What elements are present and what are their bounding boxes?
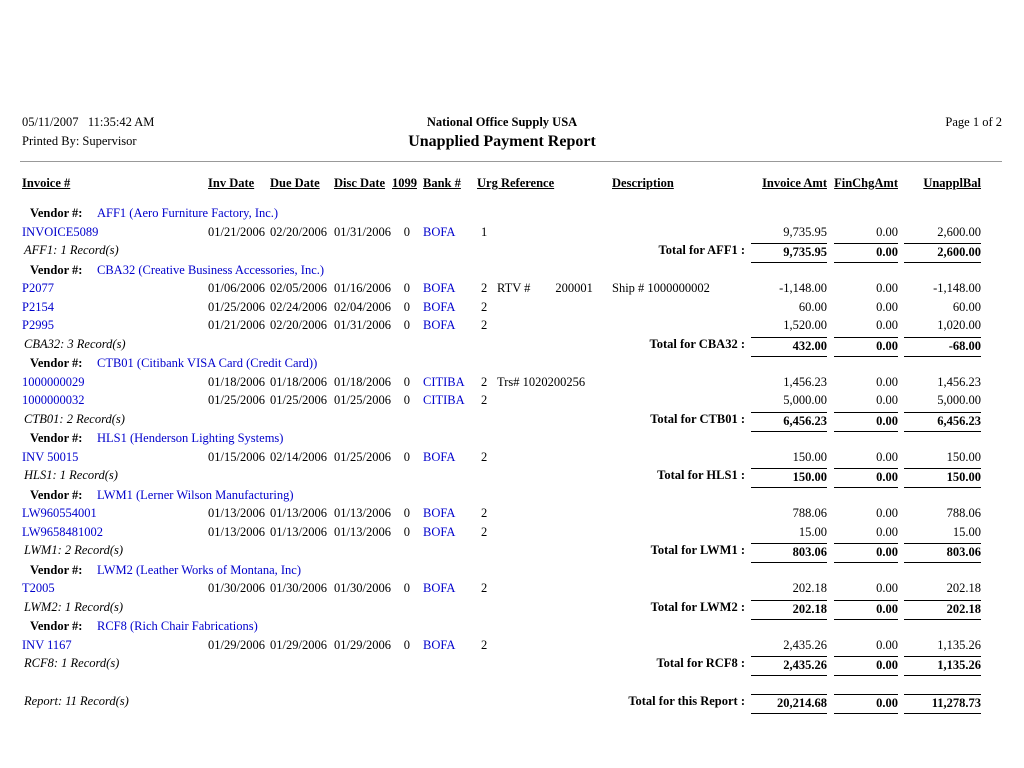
invoice-row: [0, 581, 1024, 600]
group-total-unappl-bal: -68.00: [904, 337, 981, 357]
vendor-total-row: [0, 412, 1024, 431]
vendor-group: [0, 431, 1024, 487]
inv-date-cell: 01/21/2006: [208, 224, 265, 239]
group-total-finchg-amt: 0.00: [834, 412, 898, 432]
unappl-bal-cell: 202.18: [946, 581, 981, 595]
vendor-header-row: [0, 206, 1024, 225]
finchg-amt-cell: 0.00: [876, 506, 898, 520]
due-date-cell: 01/13/2006: [270, 524, 327, 539]
invoice-number-link[interactable]: 1000000032: [22, 393, 85, 407]
finchg-amt-cell: 0.00: [876, 281, 898, 295]
group-total-unappl-bal: 150.00: [904, 468, 981, 488]
invoice-row: [0, 300, 1024, 319]
column-header-row: [0, 176, 1024, 196]
company-name: National Office Supply USA: [426, 115, 578, 129]
vendor-header-row: [0, 619, 1024, 638]
urg-cell: 2: [481, 281, 488, 295]
group-total-finchg-amt: 0.00: [834, 243, 898, 263]
report-title: Unapplied Payment Report: [408, 133, 596, 150]
unappl-bal-cell: 5,000.00: [937, 393, 981, 407]
invoice-amt-cell: 202.18: [792, 581, 827, 595]
col-invoice-amt: Invoice Amt: [762, 176, 827, 190]
col-unappl-bal: UnapplBal: [923, 176, 981, 190]
invoice-number-link[interactable]: 1000000029: [22, 374, 85, 389]
group-record-count: RCF8: 1 Record(s): [24, 656, 120, 670]
urg-cell: 2: [481, 449, 488, 464]
ten99-cell: 0: [403, 374, 410, 389]
invoice-number-link[interactable]: INV 1167: [22, 637, 72, 652]
group-total-finchg-amt: 0.00: [834, 656, 898, 676]
unappl-bal-cell: 788.06: [946, 506, 981, 520]
ten99-cell: 0: [403, 318, 410, 332]
invoice-row: [0, 450, 1024, 469]
group-total-invoice-amt: 803.06: [751, 543, 827, 563]
vendor-number-label: Vendor #:: [30, 619, 83, 633]
due-date-cell: 01/13/2006: [270, 506, 327, 520]
vendor-name-link[interactable]: LWM1 (Lerner Wilson Manufacturing): [97, 487, 294, 502]
vendor-header-row: [0, 488, 1024, 507]
group-total-invoice-amt: 9,735.95: [751, 243, 827, 263]
unappl-bal-cell: 60.00: [952, 299, 981, 314]
disc-date-cell: 01/25/2006: [334, 449, 391, 464]
invoice-amt-cell: 60.00: [798, 299, 827, 314]
col-finchg-amt: FinChgAmt: [834, 176, 898, 190]
group-total-unappl-bal: 6,456.23: [904, 412, 981, 432]
group-total-label: Total for LWM1 :: [650, 543, 745, 557]
invoice-row: [0, 375, 1024, 394]
vendor-number-label: Vendor #:: [30, 356, 83, 370]
vendor-total-row: [0, 468, 1024, 487]
group-record-count: LWM2: 1 Record(s): [24, 599, 124, 614]
disc-date-cell: 02/04/2006: [334, 299, 391, 314]
ten99-cell: 0: [403, 581, 410, 595]
urg-cell: 2: [481, 581, 488, 595]
invoice-amt-cell: 1,456.23: [783, 374, 827, 389]
unappl-bal-cell: 1,456.23: [937, 374, 981, 389]
inv-date-cell: 01/25/2006: [208, 393, 265, 407]
invoice-row: [0, 525, 1024, 544]
group-total-unappl-bal: 2,600.00: [904, 243, 981, 263]
col-invoice: Invoice #: [22, 176, 71, 190]
vendor-name-link[interactable]: LWM2 (Leather Works of Montana, Inc): [97, 562, 302, 577]
group-total-invoice-amt: 2,435.26: [751, 656, 827, 676]
invoice-row: [0, 225, 1024, 244]
unappl-bal-cell: -1,148.00: [933, 281, 981, 295]
col-inv-date: Inv Date: [208, 176, 255, 190]
bank-code-link[interactable]: BOFA: [423, 581, 456, 595]
urg-cell: 2: [481, 637, 488, 652]
group-total-finchg-amt: 0.00: [834, 543, 898, 563]
vendor-number-label: Vendor #:: [30, 487, 83, 502]
vendor-name-link[interactable]: CTB01 (Citibank VISA Card (Credit Card)): [97, 356, 318, 370]
bank-code-link[interactable]: BOFA: [423, 299, 456, 314]
bank-code-link[interactable]: BOFA: [423, 281, 456, 295]
disc-date-cell: 01/18/2006: [334, 374, 391, 389]
unappl-bal-cell: 1,020.00: [937, 318, 981, 332]
finchg-amt-cell: 0.00: [876, 581, 898, 595]
finchg-amt-cell: 0.00: [876, 637, 898, 652]
finchg-amt-cell: 0.00: [876, 524, 898, 539]
inv-date-cell: 01/13/2006: [208, 524, 265, 539]
group-record-count: CTB01: 2 Record(s): [24, 411, 125, 426]
vendor-group: [0, 356, 1024, 430]
vendor-name-link[interactable]: HLS1 (Henderson Lighting Systems): [97, 431, 284, 445]
vendor-name-link[interactable]: AFF1 (Aero Furniture Factory, Inc.): [97, 206, 279, 220]
invoice-number-link[interactable]: P2154: [22, 299, 54, 314]
col-description: Description: [612, 176, 674, 190]
ten99-cell: 0: [403, 281, 410, 295]
col-urg-reference: Urg Reference: [477, 176, 555, 190]
finchg-amt-cell: 0.00: [876, 449, 898, 464]
unappl-bal-cell: 2,600.00: [937, 224, 981, 239]
group-record-count: AFF1: 1 Record(s): [24, 243, 119, 257]
reference-cell: Trs# 1020200256: [497, 374, 586, 389]
vendor-group: [0, 206, 1024, 262]
vendor-header-row: [0, 263, 1024, 282]
group-total-unappl-bal: 202.18: [904, 600, 981, 620]
vendor-total-row: [0, 243, 1024, 262]
report-total-label: Total for this Report :: [628, 694, 745, 708]
report-footer-row: [0, 694, 1024, 716]
header-divider: [20, 161, 1002, 162]
bank-code-link[interactable]: BOFA: [423, 524, 456, 539]
col-1099: 1099: [392, 176, 417, 190]
due-date-cell: 01/25/2006: [270, 393, 327, 407]
urg-cell: 2: [481, 506, 488, 520]
invoice-number-link[interactable]: INV 50015: [22, 449, 79, 464]
disc-date-cell: 01/25/2006: [334, 393, 391, 407]
group-total-label: Total for AFF1 :: [658, 243, 745, 257]
group-total-label: Total for CBA32 :: [649, 336, 745, 351]
urg-cell: 2: [481, 299, 488, 314]
vendor-header-row: [0, 431, 1024, 450]
report-body: [0, 206, 1024, 675]
description-cell: Ship # 1000000002: [612, 281, 710, 295]
disc-date-cell: 01/29/2006: [334, 637, 391, 652]
ten99-cell: 0: [403, 506, 410, 520]
vendor-group: [0, 563, 1024, 619]
invoice-number-link[interactable]: P2077: [22, 281, 54, 295]
disc-date-cell: 01/31/2006: [334, 224, 391, 239]
vendor-number-label: Vendor #:: [30, 206, 83, 220]
vendor-group: [0, 619, 1024, 675]
inv-date-cell: 01/30/2006: [208, 581, 265, 595]
invoice-number-link[interactable]: LW9658481002: [22, 524, 104, 539]
col-bank: Bank #: [423, 176, 461, 190]
due-date-cell: 01/29/2006: [270, 637, 327, 652]
ten99-cell: 0: [403, 299, 410, 314]
report-datetime: 05/11/2007 11:35:42 AM: [22, 115, 155, 129]
group-total-label: Total for LWM2 :: [650, 599, 745, 614]
inv-date-cell: 01/18/2006: [208, 374, 265, 389]
due-date-cell: 02/05/2006: [270, 281, 327, 295]
ten99-cell: 0: [403, 393, 410, 407]
group-total-label: Total for CTB01 :: [650, 411, 745, 426]
group-total-unappl-bal: 1,135.26: [904, 656, 981, 676]
ten99-cell: 0: [403, 224, 410, 239]
invoice-amt-cell: 788.06: [792, 506, 827, 520]
disc-date-cell: 01/30/2006: [334, 581, 391, 595]
vendor-total-row: [0, 600, 1024, 619]
bank-code-link[interactable]: BOFA: [423, 637, 456, 652]
invoice-amt-cell: 15.00: [798, 524, 827, 539]
invoice-amt-cell: -1,148.00: [779, 281, 827, 295]
invoice-number-link[interactable]: LW960554001: [22, 506, 97, 520]
invoice-row: [0, 506, 1024, 525]
group-total-label: Total for RCF8 :: [656, 656, 745, 670]
group-total-finchg-amt: 0.00: [834, 600, 898, 620]
col-disc-date: Disc Date: [334, 176, 386, 190]
group-record-count: HLS1: 1 Record(s): [24, 468, 118, 482]
bank-code-link[interactable]: CITIBA: [423, 374, 465, 389]
bank-code-link[interactable]: BOFA: [423, 224, 456, 239]
invoice-amt-cell: 5,000.00: [783, 393, 827, 407]
vendor-header-row: [0, 356, 1024, 375]
group-total-invoice-amt: 6,456.23: [751, 412, 827, 432]
bank-code-link[interactable]: BOFA: [423, 506, 456, 520]
inv-date-cell: 01/06/2006: [208, 281, 265, 295]
urg-cell: 2: [481, 374, 488, 389]
inv-date-cell: 01/25/2006: [208, 299, 265, 314]
report-record-count: Report: 11 Record(s): [24, 694, 129, 708]
invoice-amt-cell: 9,735.95: [783, 224, 827, 239]
bank-code-link[interactable]: BOFA: [423, 449, 456, 464]
vendor-number-label: Vendor #:: [30, 431, 83, 445]
vendor-total-row: [0, 656, 1024, 675]
finchg-amt-cell: 0.00: [876, 374, 898, 389]
vendor-number-label: Vendor #:: [30, 262, 83, 277]
unappl-bal-cell: 15.00: [952, 524, 981, 539]
disc-date-cell: 01/13/2006: [334, 524, 391, 539]
vendor-group: [0, 488, 1024, 562]
group-total-label: Total for HLS1 :: [657, 468, 745, 482]
finchg-amt-cell: 0.00: [876, 393, 898, 407]
inv-date-cell: 01/13/2006: [208, 506, 265, 520]
invoice-number-link[interactable]: P2995: [22, 318, 54, 332]
invoice-amt-cell: 2,435.26: [783, 637, 827, 652]
inv-date-cell: 01/21/2006: [208, 318, 265, 332]
group-total-invoice-amt: 202.18: [751, 600, 827, 620]
group-total-invoice-amt: 432.00: [751, 337, 827, 357]
vendor-group: [0, 263, 1024, 356]
invoice-number-link[interactable]: INVOICE5089: [22, 224, 99, 239]
group-record-count: CBA32: 3 Record(s): [24, 336, 126, 351]
invoice-row: [0, 318, 1024, 337]
page-number: Page 1 of 2: [945, 115, 1002, 129]
report-total-finchg-amt: 0.00: [834, 694, 898, 714]
inv-date-cell: 01/15/2006: [208, 449, 265, 464]
due-date-cell: 02/20/2006: [270, 224, 327, 239]
due-date-cell: 02/20/2006: [270, 318, 327, 332]
ten99-cell: 0: [403, 449, 410, 464]
invoice-row: [0, 393, 1024, 412]
due-date-cell: 01/30/2006: [270, 581, 327, 595]
vendor-name-link[interactable]: CBA32 (Creative Business Accessories, Inc.): [97, 262, 325, 277]
report-total-invoice-amt: 20,214.68: [751, 694, 827, 714]
group-total-finchg-amt: 0.00: [834, 468, 898, 488]
ten99-cell: 0: [403, 524, 410, 539]
group-record-count: LWM1: 2 Record(s): [24, 543, 124, 557]
vendor-name-link[interactable]: RCF8 (Rich Chair Fabrications): [97, 619, 258, 633]
vendor-total-row: [0, 543, 1024, 562]
ten99-cell: 0: [403, 637, 410, 652]
finchg-amt-cell: 0.00: [876, 224, 898, 239]
group-total-invoice-amt: 150.00: [751, 468, 827, 488]
reference-cell: RTV # 200001: [497, 281, 593, 295]
urg-cell: 2: [481, 393, 488, 407]
vendor-header-row: [0, 563, 1024, 582]
disc-date-cell: 01/13/2006: [334, 506, 391, 520]
due-date-cell: 02/14/2006: [270, 449, 327, 464]
disc-date-cell: 01/16/2006: [334, 281, 391, 295]
due-date-cell: 02/24/2006: [270, 299, 327, 314]
unappl-bal-cell: 150.00: [946, 449, 981, 464]
invoice-amt-cell: 1,520.00: [783, 318, 827, 332]
disc-date-cell: 01/31/2006: [334, 318, 391, 332]
invoice-number-link[interactable]: T2005: [22, 581, 55, 595]
finchg-amt-cell: 0.00: [876, 318, 898, 332]
urg-cell: 1: [481, 224, 488, 239]
invoice-row: [0, 281, 1024, 300]
inv-date-cell: 01/29/2006: [208, 637, 265, 652]
finchg-amt-cell: 0.00: [876, 299, 898, 314]
bank-code-link[interactable]: CITIBA: [423, 393, 465, 407]
bank-code-link[interactable]: BOFA: [423, 318, 456, 332]
unappl-bal-cell: 1,135.26: [937, 637, 981, 652]
report-total-unappl-bal: 11,278.73: [904, 694, 981, 714]
due-date-cell: 01/18/2006: [270, 374, 327, 389]
invoice-row: [0, 638, 1024, 657]
printed-by: Printed By: Supervisor: [22, 134, 137, 148]
group-total-finchg-amt: 0.00: [834, 337, 898, 357]
vendor-total-row: [0, 337, 1024, 356]
col-due-date: Due Date: [270, 176, 320, 190]
vendor-number-label: Vendor #:: [30, 562, 83, 577]
invoice-amt-cell: 150.00: [792, 449, 827, 464]
urg-cell: 2: [481, 318, 488, 332]
urg-cell: 2: [481, 524, 488, 539]
group-total-unappl-bal: 803.06: [904, 543, 981, 563]
